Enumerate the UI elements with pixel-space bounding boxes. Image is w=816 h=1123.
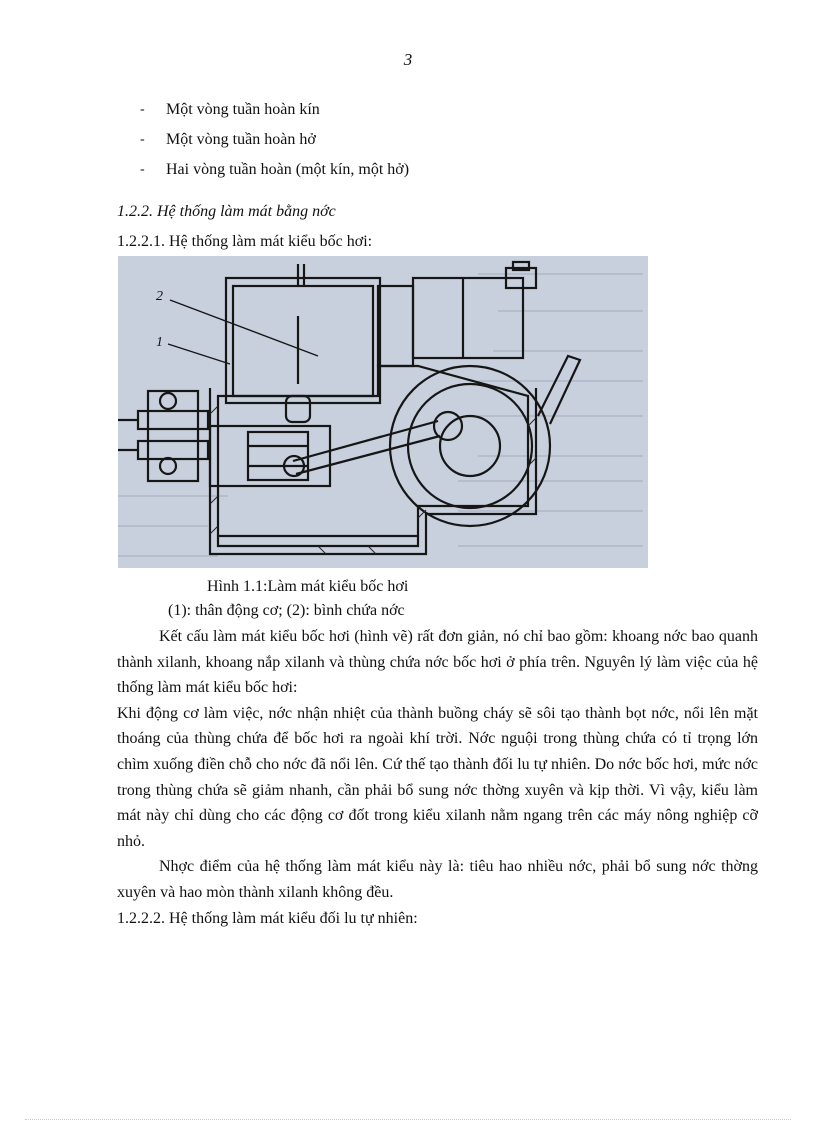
paragraph: Nhợc điểm của hệ thống làm mát kiểu này là: tiêu hao nhiều nớc, phải bổ sung nớc thờng xuyên và hao mòn thành xilanh không đều. [117,858,758,901]
bullet-text: Hai vòng tuần hoàn (một kín, một hở) [166,161,410,178]
list-item [140,130,409,160]
section-heading: 1.2.2. Hệ thống làm mát bằng nớc [117,203,336,220]
engine-cooling-diagram [118,256,648,568]
paragraph: Khi động cơ làm việc, nớc nhận nhiệt của thành buồng cháy sẽ sôi tạo thành bọt nớc, nổi lên mặt thoáng của thùng chứa để bốc hơi ra ngoài khí trời. Nớc nguội trong thùng chứa có tỉ trọng lớn chìm xuống điền chỗ cho nớc đã nổi lên. Cứ thế tạo thành đối lu tự nhiên. Do nớc bốc hơi, mức nớc trong thùng chứa sẽ giảm nhanh, cần phải bổ sung nớc thờng xuyên và kịp thời. Vì vậy, kiểu làm mát này chỉ dùng cho các động cơ đốt trong kiểu xilanh nằm ngang trên các máy nông nghiệp cỡ nhỏ. [117,704,758,850]
list-item [140,100,409,130]
bullet-dash: - [140,102,145,117]
bullet-list [140,100,409,190]
figure-legend: (1): thân động cơ; (2): bình chứa nớc [168,602,405,619]
engine-drawing [118,256,648,568]
bullet-dash: - [140,162,145,177]
page-bottom-divider [25,1119,791,1120]
page-number: 3 [403,50,413,69]
body-text [117,624,758,931]
bullet-dash: - [140,132,145,147]
paragraph: Kết cấu làm mát kiểu bốc hơi (hình vẽ) rất đơn giản, nó chỉ bao gồm: khoang nớc bao quanh thành xilanh, khoang nắp xilanh và thùng chứa nớc bốc hơi ở phía trên. Nguyên lý làm việc của hệ thống làm mát kiểu bốc hơi: [117,628,758,697]
bullet-text: Một vòng tuần hoàn hở [166,131,316,148]
label-1: 1 [156,335,163,350]
subsection-heading: 1.2.2.1. Hệ thống làm mát kiểu bốc hơi: [117,233,373,250]
list-item [140,160,409,190]
figure-caption: Hình 1.1:Làm mát kiểu bốc hơi [207,578,409,595]
label-2: 2 [156,289,163,304]
subsection-heading-2: 1.2.2.2. Hệ thống làm mát kiểu đối lu tự nhiên: [117,909,418,927]
bullet-text: Một vòng tuần hoàn kín [166,101,320,118]
